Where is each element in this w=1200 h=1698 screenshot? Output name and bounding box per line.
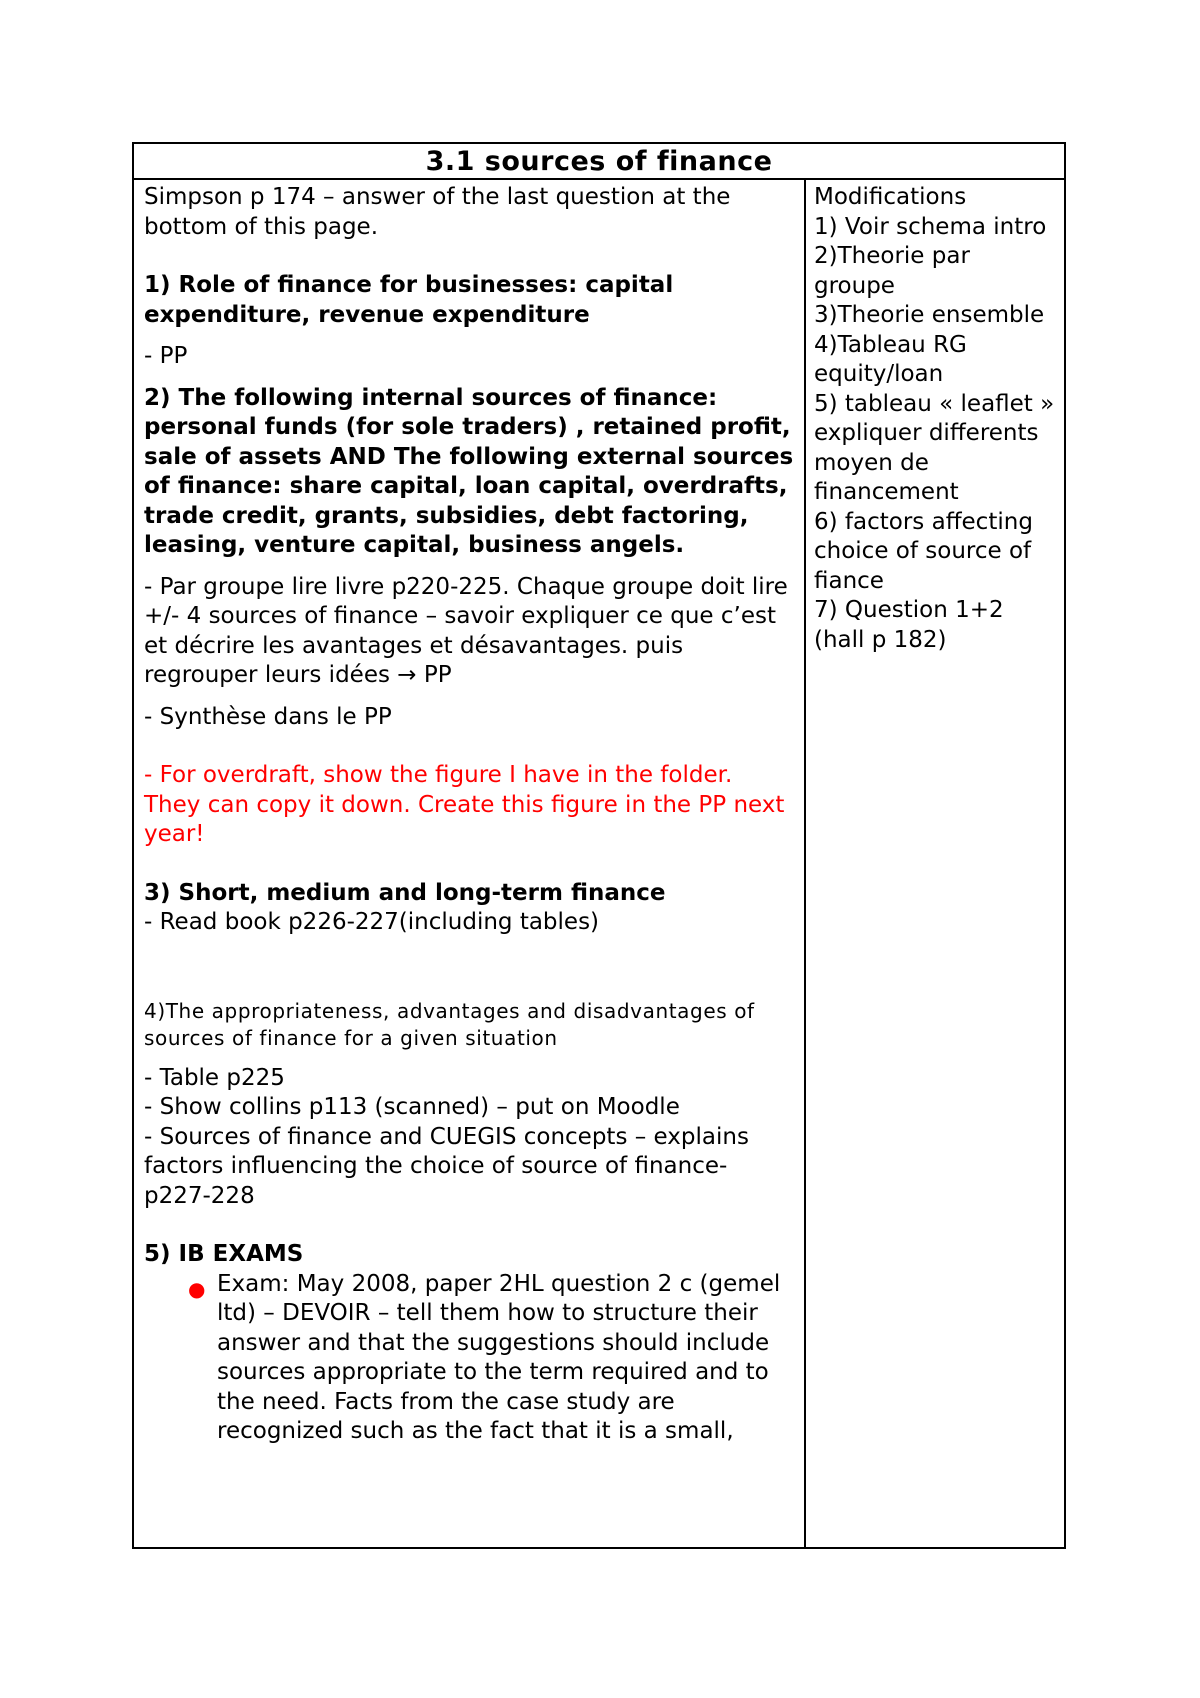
modification-item: 3)Theorie ensemble — [814, 302, 1045, 328]
section-1-note: - PP — [144, 343, 188, 369]
section-4-note-collins: - Show collins p113 (scanned) – put on Moodle — [144, 1094, 680, 1120]
modification-item: 6) factors affecting choice of source of fiance — [814, 508, 1033, 594]
section-4-note-table: - Table p225 — [144, 1064, 285, 1091]
modification-item: 7) Question 1+2 (hall p 182) — [814, 597, 1004, 653]
content-row — [134, 180, 1064, 1547]
page-title: 3.1 sources of finance — [425, 145, 773, 177]
lesson-plan-table — [132, 142, 1066, 1549]
section-1-heading: 1) Role of finance for businesses: capital expenditure, revenue expenditure — [144, 272, 674, 328]
exam-item-text: Exam: May 2008, paper 2HL question 2 c (gemel ltd) – DEVOIR – tell them how to structure their answer and that the suggestions should include sources appropriate to the term required and to the need. Facts from the case study are recognized such as the fact that it is a small, — [217, 1270, 781, 1444]
section-2-note-synthesis: - Synthèse dans le PP — [144, 703, 392, 730]
section-2-heading: 2) The following internal sources of finance: personal funds (for sole traders) , retained profit, sale of assets AND The following external sources of finance: share capital, loan capital, overdrafts, trade credit, grants, subsidies, debt factoring, leasing, venture capital, business angels. — [144, 384, 794, 558]
lesson-content-column — [134, 180, 806, 1547]
intro-text: Simpson p 174 – answer of the last question at the bottom of this page. — [144, 184, 731, 240]
section-2-note-groups: - Par groupe lire livre p220-225. Chaque groupe doit lire +/- 4 sources of finance – savoir expliquer ce que c’est et décrire les avantages et désavantages. puis regrouper leurs idées → PP — [144, 573, 788, 688]
modifications-column — [806, 180, 1064, 1547]
exam-list-item — [144, 1270, 794, 1447]
section-2-overdraft-note: - For overdraft, show the figure I have in the folder. They can copy it down. Create this figure in the PP next year! — [144, 762, 785, 847]
section-3-note: - Read book p226-227(including tables) — [144, 909, 600, 935]
section-3-heading: 3) Short, medium and long-term finance — [144, 879, 666, 906]
section-4-note-cuegis: - Sources of finance and CUEGIS concepts – explains factors influencing the choice of source of finance- p227-228 — [144, 1123, 749, 1209]
section-5-heading: 5) IB EXAMS — [144, 1241, 304, 1267]
modification-item: 5) tableau « leaflet » expliquer differents moyen de financement — [814, 390, 1055, 505]
modification-item: 4)Tableau RG equity/loan — [814, 331, 967, 387]
bullet-icon: ● — [188, 1276, 206, 1301]
exam-list — [144, 1270, 794, 1447]
section-4-heading: 4)The appropriateness, advantages and disadvantages of sources of finance for a given situation — [144, 998, 755, 1050]
title-row — [134, 144, 1064, 180]
modification-item: 2)Theorie par groupe — [814, 243, 970, 299]
modifications-heading: Modifications — [814, 184, 967, 210]
modification-item: 1) Voir schema intro — [814, 213, 1047, 240]
